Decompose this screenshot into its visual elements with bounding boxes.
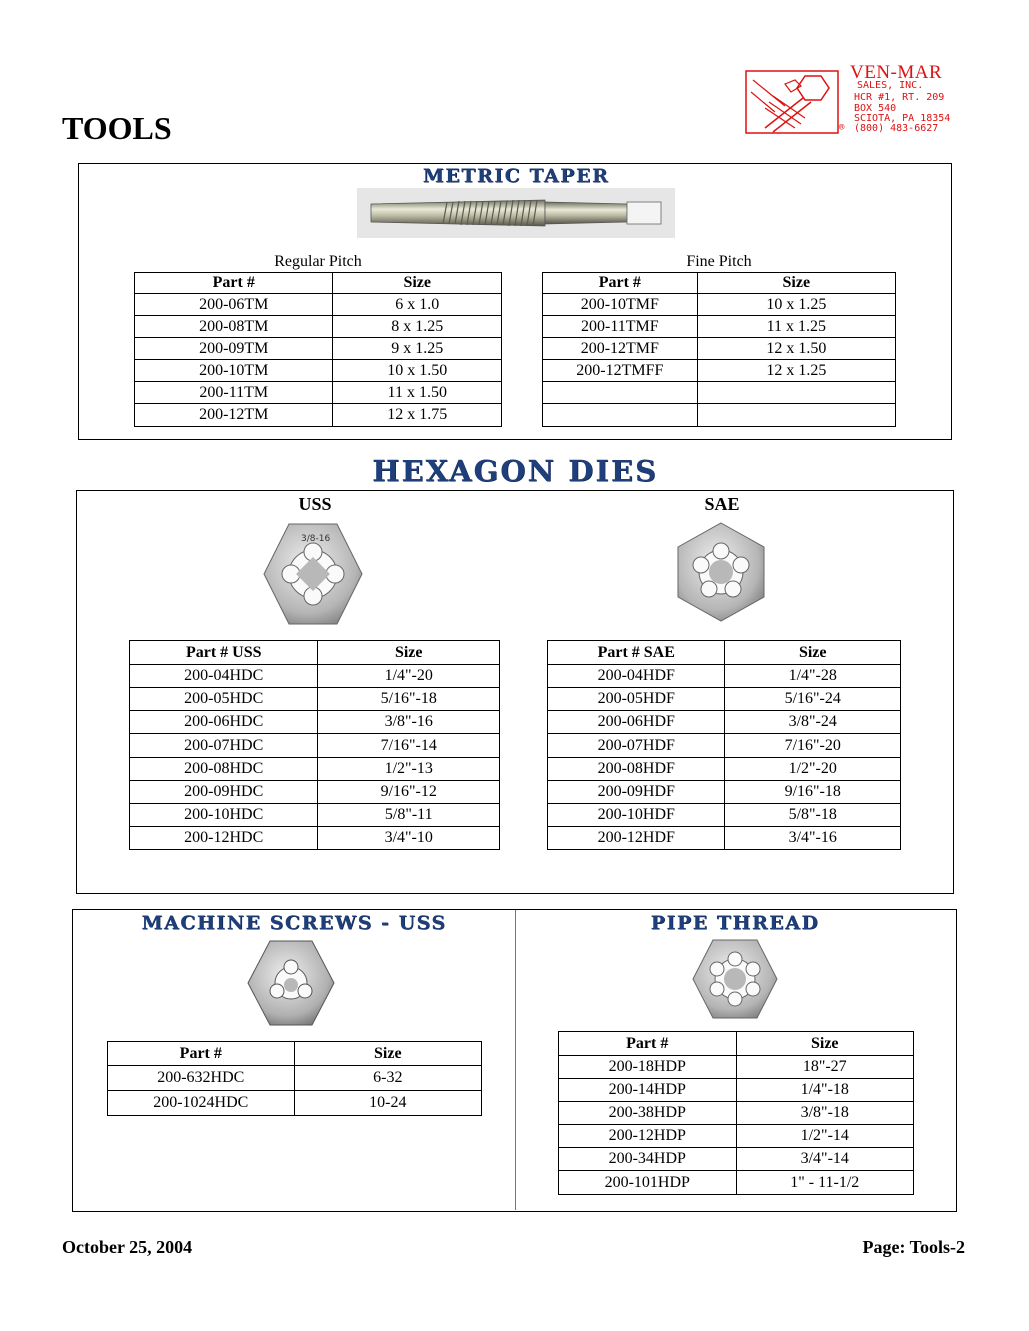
- size-value: 10 x 1.50: [333, 360, 502, 382]
- part-number: 200-10HDF: [548, 804, 725, 827]
- column-header: Part #: [135, 273, 333, 294]
- size-value: 3/4"-10: [318, 827, 500, 850]
- part-number: 200-12TM: [135, 404, 333, 427]
- screws-and-pipe-section: [72, 909, 957, 1212]
- table-row: [559, 1056, 914, 1079]
- column-header: Size: [725, 641, 901, 665]
- part-number: 200-10TM: [135, 360, 333, 382]
- table-row: [130, 758, 500, 781]
- logo-line: BOX 540: [854, 103, 897, 114]
- sae-label: SAE: [704, 494, 740, 514]
- table-row: [548, 688, 901, 711]
- part-number: [543, 382, 698, 404]
- size-value: 1/2"-13: [318, 758, 500, 781]
- table-row: [135, 404, 502, 427]
- part-number: 200-09TM: [135, 338, 333, 360]
- table-row: [543, 382, 896, 404]
- table-row: [548, 827, 901, 850]
- part-number: 200-11TM: [135, 382, 333, 404]
- table-row: [130, 688, 500, 711]
- part-number: 200-07HDF: [548, 734, 725, 758]
- table-row: [130, 734, 500, 758]
- column-header: Size: [318, 641, 500, 665]
- table-row: [548, 665, 901, 688]
- size-value: 6 x 1.0: [333, 294, 502, 316]
- size-value: 10 x 1.25: [697, 294, 895, 316]
- table-row: [548, 804, 901, 827]
- bolt-logo-icon: [745, 70, 845, 136]
- logo-line: HCR #1, RT. 209: [854, 92, 945, 103]
- regular-pitch-table: [134, 272, 502, 427]
- logo-line: (800) 483-6627: [854, 123, 939, 134]
- column-header: Size: [294, 1042, 481, 1066]
- part-number: 200-08HDC: [130, 758, 318, 781]
- size-value: 1/4"-18: [736, 1079, 914, 1102]
- table-row: [135, 316, 502, 338]
- machine-screws-heading: MACHINE SCREWS - USS: [141, 912, 447, 934]
- table-row: [548, 734, 901, 758]
- table-row: [543, 338, 896, 360]
- size-value: 9 x 1.25: [333, 338, 502, 360]
- company-logo: [745, 62, 965, 138]
- table-row: [548, 758, 901, 781]
- table-row: [135, 294, 502, 316]
- table-row: [559, 1102, 914, 1125]
- size-value: 5/16"-24: [725, 688, 901, 711]
- part-number: 200-06HDC: [130, 711, 318, 734]
- footer-page-label: Page: Tools-2: [862, 1237, 965, 1257]
- table-row: [559, 1079, 914, 1102]
- table-row: [543, 294, 896, 316]
- hexagon-dies-heading: HEXAGON DIES: [372, 454, 658, 488]
- size-value: 12 x 1.75: [333, 404, 502, 427]
- size-value: 12 x 1.50: [697, 338, 895, 360]
- part-number: 200-04HDC: [130, 665, 318, 688]
- part-number: 200-07HDC: [130, 734, 318, 758]
- size-value: 3/8"-18: [736, 1102, 914, 1125]
- fine-pitch-table: [542, 272, 896, 427]
- part-number: 200-12HDP: [559, 1125, 737, 1148]
- part-number: 200-09HDF: [548, 781, 725, 804]
- table-row: [543, 360, 896, 382]
- table-row: [108, 1091, 482, 1116]
- part-number: 200-632HDC: [108, 1066, 295, 1091]
- size-value: 6-32: [294, 1066, 481, 1091]
- metric-taper-section: [78, 163, 952, 440]
- size-value: 7/16"-20: [725, 734, 901, 758]
- size-value: 1/4"-20: [318, 665, 500, 688]
- size-value: 5/16"-18: [318, 688, 500, 711]
- size-value: 3/8"-16: [318, 711, 500, 734]
- part-number: 200-38HDP: [559, 1102, 737, 1125]
- size-value: 1/2"-20: [725, 758, 901, 781]
- part-number: 200-12HDC: [130, 827, 318, 850]
- column-header: Part # USS: [130, 641, 318, 665]
- logo-line: SALES, INC.: [857, 80, 924, 91]
- column-header: Size: [697, 273, 895, 294]
- table-row: [559, 1148, 914, 1171]
- column-header: Size: [736, 1032, 914, 1056]
- hex-die-sae-icon: [675, 521, 767, 623]
- part-number: 200-12TMF: [543, 338, 698, 360]
- part-number: 200-06TM: [135, 294, 333, 316]
- table-row: [130, 804, 500, 827]
- section-divider: [515, 910, 516, 1210]
- hex-die-pipe-thread-icon: [691, 938, 779, 1020]
- size-value: 11 x 1.25: [697, 316, 895, 338]
- part-number: 200-06HDF: [548, 711, 725, 734]
- machine-screws-table: [107, 1041, 482, 1116]
- table-row: [130, 827, 500, 850]
- size-value: 8 x 1.25: [333, 316, 502, 338]
- part-number: 200-10HDC: [130, 804, 318, 827]
- table-row: [559, 1125, 914, 1148]
- part-number: 200-101HDP: [559, 1171, 737, 1195]
- size-value: 1" - 11-1/2: [736, 1171, 914, 1195]
- size-value: 3/8"-24: [725, 711, 901, 734]
- die-marking: 3/8-16: [301, 534, 331, 544]
- hand-tap-icon: [357, 188, 675, 238]
- metric-taper-heading: METRIC TAPER: [422, 165, 610, 187]
- part-number: 200-34HDP: [559, 1148, 737, 1171]
- table-row: [108, 1066, 482, 1091]
- part-number: 200-09HDC: [130, 781, 318, 804]
- part-number: 200-1024HDC: [108, 1091, 295, 1116]
- hex-die-uss-icon: [261, 521, 365, 627]
- column-header: Part # SAE: [548, 641, 725, 665]
- table-row: [543, 404, 896, 427]
- table-row: [135, 338, 502, 360]
- table-row: [135, 360, 502, 382]
- pipe-thread-heading: PIPE THREAD: [650, 912, 820, 934]
- part-number: 200-12TMFF: [543, 360, 698, 382]
- table-row: [543, 316, 896, 338]
- logo-name: VEN-MAR: [850, 62, 943, 83]
- size-value: 1/2"-14: [736, 1125, 914, 1148]
- size-value: 3/4"-16: [725, 827, 901, 850]
- size-value: [697, 382, 895, 404]
- regular-pitch-label: Regular Pitch: [274, 253, 362, 270]
- size-value: 11 x 1.50: [333, 382, 502, 404]
- size-value: 3/4"-14: [736, 1148, 914, 1171]
- column-header: Part #: [108, 1042, 295, 1066]
- part-number: 200-18HDP: [559, 1056, 737, 1079]
- size-value: 9/16"-18: [725, 781, 901, 804]
- logo-line: SCIOTA, PA 18354: [854, 113, 951, 124]
- column-header: Part #: [543, 273, 698, 294]
- uss-label: USS: [298, 494, 332, 514]
- table-row: [130, 781, 500, 804]
- size-value: 7/16"-14: [318, 734, 500, 758]
- part-number: 200-08TM: [135, 316, 333, 338]
- part-number: [543, 404, 698, 427]
- size-value: 18"-27: [736, 1056, 914, 1079]
- column-header: Size: [333, 273, 502, 294]
- hex-die-machine-screw-icon: [246, 939, 336, 1027]
- part-number: 200-05HDF: [548, 688, 725, 711]
- fine-pitch-label: Fine Pitch: [686, 253, 752, 270]
- uss-dies-table: [129, 640, 500, 850]
- part-number: 200-14HDP: [559, 1079, 737, 1102]
- table-row: [548, 711, 901, 734]
- part-number: 200-04HDF: [548, 665, 725, 688]
- part-number: 200-12HDF: [548, 827, 725, 850]
- part-number: 200-08HDF: [548, 758, 725, 781]
- part-number: 200-05HDC: [130, 688, 318, 711]
- table-row: [548, 781, 901, 804]
- table-row: [130, 665, 500, 688]
- size-value: 5/8"-11: [318, 804, 500, 827]
- registered-mark: ®: [839, 123, 845, 133]
- table-row: [559, 1171, 914, 1195]
- pipe-thread-table: [558, 1031, 914, 1195]
- hexagon-dies-section: [76, 490, 954, 894]
- size-value: [697, 404, 895, 427]
- part-number: 200-10TMF: [543, 294, 698, 316]
- size-value: 5/8"-18: [725, 804, 901, 827]
- size-value: 1/4"-28: [725, 665, 901, 688]
- size-value: 10-24: [294, 1091, 481, 1116]
- page-title: TOOLS: [62, 110, 172, 146]
- size-value: 9/16"-12: [318, 781, 500, 804]
- footer-date: October 25, 2004: [62, 1237, 193, 1257]
- part-number: 200-11TMF: [543, 316, 698, 338]
- table-row: [130, 711, 500, 734]
- sae-dies-table: [547, 640, 901, 850]
- table-row: [135, 382, 502, 404]
- column-header: Part #: [559, 1032, 737, 1056]
- size-value: 12 x 1.25: [697, 360, 895, 382]
